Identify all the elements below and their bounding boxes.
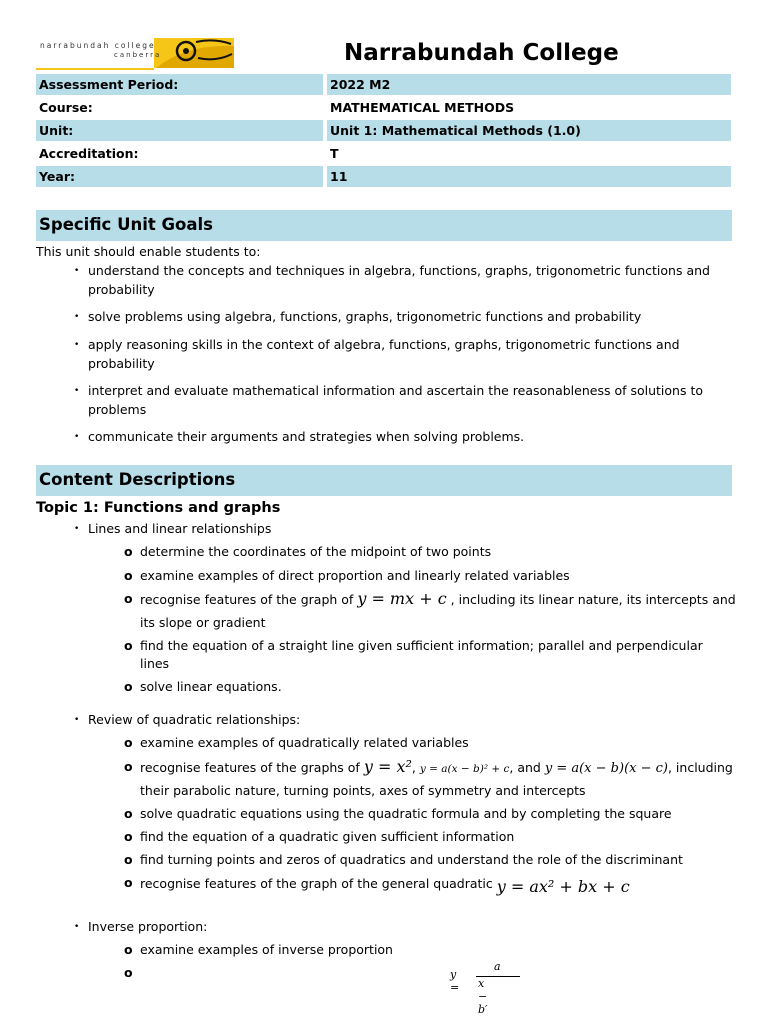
list-item bbox=[124, 637, 746, 655]
item-text: , and bbox=[509, 760, 541, 775]
info-value: Unit 1: Mathematical Methods (1.0) bbox=[327, 120, 731, 141]
bullet-marker: o bbox=[124, 679, 133, 694]
list-item-continuation bbox=[124, 655, 746, 673]
bullet-marker: o bbox=[124, 965, 133, 980]
info-table bbox=[36, 74, 732, 189]
list-item-continuation bbox=[124, 614, 746, 632]
math-linear-equation: y = mx + c bbox=[357, 589, 447, 608]
goals-list bbox=[74, 262, 734, 299]
item-text: examine examples of inverse proportion bbox=[140, 942, 393, 957]
bullet-marker: o bbox=[124, 568, 133, 583]
item-text: solve quadratic equations using the quadratic formula and by completing the square bbox=[140, 806, 672, 821]
bullet-marker: o bbox=[124, 735, 133, 750]
item-text: recognise features of the graph of the general quadratic bbox=[140, 876, 493, 891]
item-text: find the equation of a quadratic given sufficient information bbox=[140, 829, 515, 844]
info-row-course bbox=[36, 97, 732, 120]
list-item bbox=[124, 678, 746, 696]
subtopic-title: Inverse proportion: bbox=[88, 919, 208, 934]
college-logo bbox=[36, 36, 236, 70]
fraction-numerator: a bbox=[494, 960, 501, 973]
fraction-denominator: x − b′ bbox=[478, 977, 488, 1016]
topic-heading: Topic 1: Functions and graphs bbox=[36, 500, 281, 516]
section-heading-content: Content Descriptions bbox=[36, 465, 732, 496]
list-item bbox=[124, 851, 746, 869]
info-value: MATHEMATICAL METHODS bbox=[330, 100, 515, 115]
bullet-dot: • bbox=[74, 922, 80, 932]
item-text: , including its linear nature, its intercepts and bbox=[450, 592, 736, 607]
bullet-marker: o bbox=[124, 638, 133, 653]
math-parabola-factored-form: y = a(x − b)(x − c) bbox=[544, 761, 668, 776]
item-text: recognise features of the graph of bbox=[140, 592, 354, 607]
list-item: • understand the concepts and techniques in algebra, functions, graphs, trigonometric functions and probability bbox=[74, 262, 734, 299]
list-item bbox=[124, 734, 746, 752]
subtopic-inverse bbox=[74, 918, 207, 936]
math-parabola-vertex-form: y = a(x − b)² + c bbox=[419, 763, 510, 775]
info-value: 11 bbox=[327, 166, 731, 187]
list-item bbox=[124, 543, 746, 561]
subtopic-title: Review of quadratic relationships: bbox=[88, 712, 301, 727]
college-title: Narrabundah College bbox=[344, 40, 619, 66]
bullet-marker: o bbox=[124, 759, 133, 774]
list-item bbox=[124, 567, 746, 585]
fraction-lhs: y = bbox=[450, 968, 460, 994]
math-general-quadratic: y = ax² + bx + c bbox=[496, 877, 630, 896]
info-row-unit bbox=[36, 120, 732, 143]
list-item: • communicate their arguments and strategies when solving problems. bbox=[74, 428, 734, 447]
item-text: lines bbox=[140, 656, 170, 671]
list-item bbox=[124, 828, 746, 846]
bullet-marker: o bbox=[124, 852, 133, 867]
item-text: their parabolic nature, turning points, axes of symmetry and intercepts bbox=[140, 783, 586, 798]
logo-center-dot bbox=[183, 48, 189, 54]
info-row-assessment-period bbox=[36, 74, 732, 97]
info-value: T bbox=[330, 146, 339, 161]
bullet-marker: o bbox=[124, 875, 133, 890]
section-heading-goals: Specific Unit Goals bbox=[36, 210, 732, 241]
info-row-year bbox=[36, 166, 732, 189]
item-text: find turning points and zeros of quadratics and understand the role of the discriminant bbox=[140, 852, 683, 867]
bullet-marker: o bbox=[124, 591, 133, 606]
item-text: , bbox=[411, 760, 416, 775]
list-item bbox=[124, 590, 746, 609]
info-value: 2022 M2 bbox=[327, 74, 731, 95]
goals-list bbox=[74, 382, 734, 419]
item-text: its slope or gradient bbox=[140, 615, 266, 630]
bullet-dot: • bbox=[74, 524, 80, 534]
goals-list bbox=[74, 308, 734, 327]
item-text: recognise features of the graphs of bbox=[140, 760, 360, 775]
list-item: • apply reasoning skills in the context of algebra, functions, graphs, trigonometric functions and probability bbox=[74, 336, 734, 373]
list-item: • solve problems using algebra, functions, graphs, trigonometric functions and probability bbox=[74, 308, 734, 327]
info-label: Assessment Period: bbox=[36, 74, 323, 95]
bullet-dot: • bbox=[74, 715, 80, 725]
subtopic-quadratic bbox=[74, 711, 300, 729]
item-text: solve linear equations. bbox=[140, 679, 282, 694]
subtopic-lines bbox=[74, 520, 271, 538]
item-text: examine examples of direct proportion and linearly related variables bbox=[140, 568, 570, 583]
info-label: Year: bbox=[36, 166, 323, 187]
list-item bbox=[124, 874, 746, 896]
info-label: Course: bbox=[39, 100, 93, 115]
bullet-marker: o bbox=[124, 544, 133, 559]
bullet-marker: o bbox=[124, 829, 133, 844]
math-parabola-basic: y = x² bbox=[363, 757, 412, 776]
list-item bbox=[124, 805, 746, 823]
bullet-marker: o bbox=[124, 942, 133, 957]
info-row-accreditation bbox=[36, 143, 732, 166]
goals-list bbox=[74, 336, 734, 373]
item-text: find the equation of a straight line given sufficient information; parallel and perpendicular bbox=[140, 638, 703, 653]
list-item: • interpret and evaluate mathematical information and ascertain the reasonableness of solutions to problems bbox=[74, 382, 734, 419]
list-item bbox=[124, 941, 746, 959]
bullet-marker: o bbox=[124, 806, 133, 821]
logo-subtext: canberra bbox=[114, 51, 162, 59]
list-item bbox=[124, 758, 746, 778]
item-text: , including bbox=[667, 760, 733, 775]
item-text: examine examples of quadratically related variables bbox=[140, 735, 469, 750]
goals-list bbox=[74, 428, 734, 447]
logo-text: narrabundah college bbox=[40, 41, 156, 50]
item-text: determine the coordinates of the midpoint of two points bbox=[140, 544, 492, 559]
goals-intro: This unit should enable students to: bbox=[36, 244, 261, 259]
info-label: Accreditation: bbox=[39, 146, 139, 161]
list-item-continuation bbox=[124, 782, 746, 800]
info-label: Unit: bbox=[36, 120, 323, 141]
subtopic-title: Lines and linear relationships bbox=[88, 521, 272, 536]
